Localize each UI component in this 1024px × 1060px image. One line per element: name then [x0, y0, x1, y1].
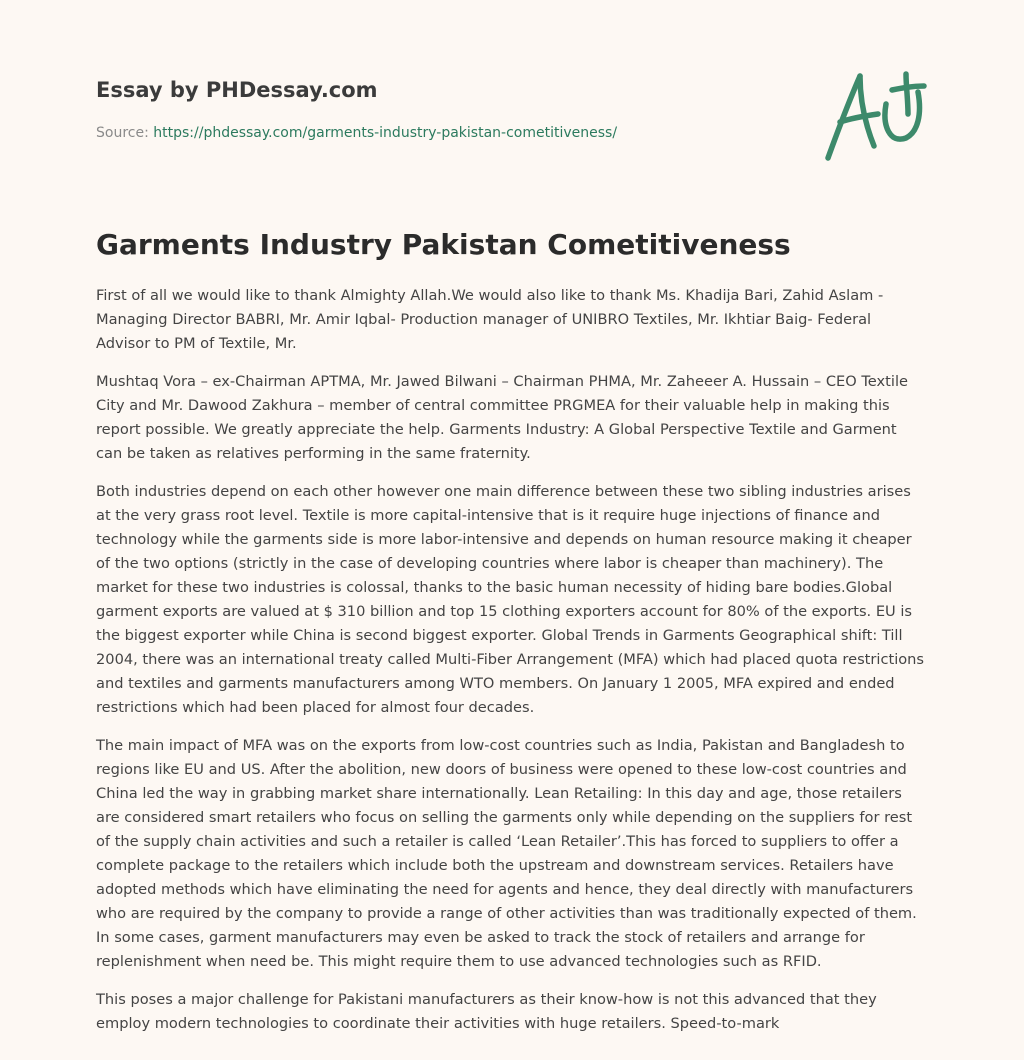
essay-paragraph: Mushtaq Vora – ex-Chairman APTMA, Mr. Jawed Bilwani – Chairman PHMA, Mr. Zaheeer A. Hussain – CEO Textile City and Mr. Dawood Zakhura – member of central committee PRGMEA for their valuable help in making this report possible. We greatly appreciate the help. Garments Industry: A Global Perspective Textile and Garment can be taken as relatives performing in the same fraternity. — [96, 373, 908, 462]
page-header — [96, 74, 796, 143]
source-link[interactable]: https://phdessay.com/garments-industry-pakistan-cometitiveness/ — [153, 125, 618, 141]
essay-paragraph: The main impact of MFA was on the exports from low-cost countries such as India, Pakistan and Bangladesh to regions like EU and US. After the abolition, new doors of business were opened to these low-cost countries and China led the way in grabbing market share internationally. Lean Retailing: In this day and age, those retailers are considered smart retailers who focus on selling the garments only while depending on the suppliers for rest of the supply chain activities and such a retailer is called ‘Lean Retailer’.This has forced to suppliers to offer a complete package to the retailers which include both the upstream and downstream services. Retailers have adopted methods which have eliminating the need for agents and hence, they deal directly with manufacturers who are required by the company to provide a range of other activities than was traditionally expected of them. In some cases, garment manufacturers may even be asked to track the stock of retailers and arrange for replenishment when need be. This might require them to use advanced technologies such as RFID. — [96, 737, 917, 970]
source-line — [96, 123, 796, 143]
essay-title: Garments Industry Pakistan Cometitiveness — [96, 228, 791, 261]
source-label: Source: — [96, 125, 149, 141]
essay-paragraph: This poses a major challenge for Pakistani manufacturers as their know-how is not this advanced that they employ modern technologies to coordinate their activities with huge retailers. Speed-to-mark — [96, 991, 877, 1032]
site-brand: Essay by PHDessay.com — [96, 78, 378, 102]
essay-content — [96, 224, 926, 1050]
essay-paragraph: Both industries depend on each other however one main difference between these two sibling industries arises at the very grass root level. Textile is more capital-intensive that is it require huge injections of finance and technology while the garments side is more labor-intensive and depends on human resource making it cheaper of the two options (strictly in the case of developing countries where labor is cheaper than machinery). The market for these two industries is colossal, thanks to the basic human necessity of hiding bare bodies.Global garment exports are valued at $ 310 billion and top 15 clothing exporters account for 80% of the exports. EU is the biggest exporter while China is second biggest exporter. Global Trends in Garments Geographical shift: Till 2004, there was an international treaty called Multi-Fiber Arrangement (MFA) which had placed quota restrictions and textiles and garments manufacturers among WTO members. On January 1 2005, MFA expired and ended restrictions which had been placed for almost four decades. — [96, 483, 925, 716]
a-plus-logo-icon — [820, 66, 930, 166]
essay-paragraph: First of all we would like to thank Almighty Allah.We would also like to thank Ms. Khadija Bari, Zahid Aslam - Managing Director BABRI, Mr. Amir Iqbal- Production manager of UNIBRO Textiles, Mr. Ikhtiar Baig- Federal Advisor to PM of Textile, Mr. — [96, 287, 884, 352]
